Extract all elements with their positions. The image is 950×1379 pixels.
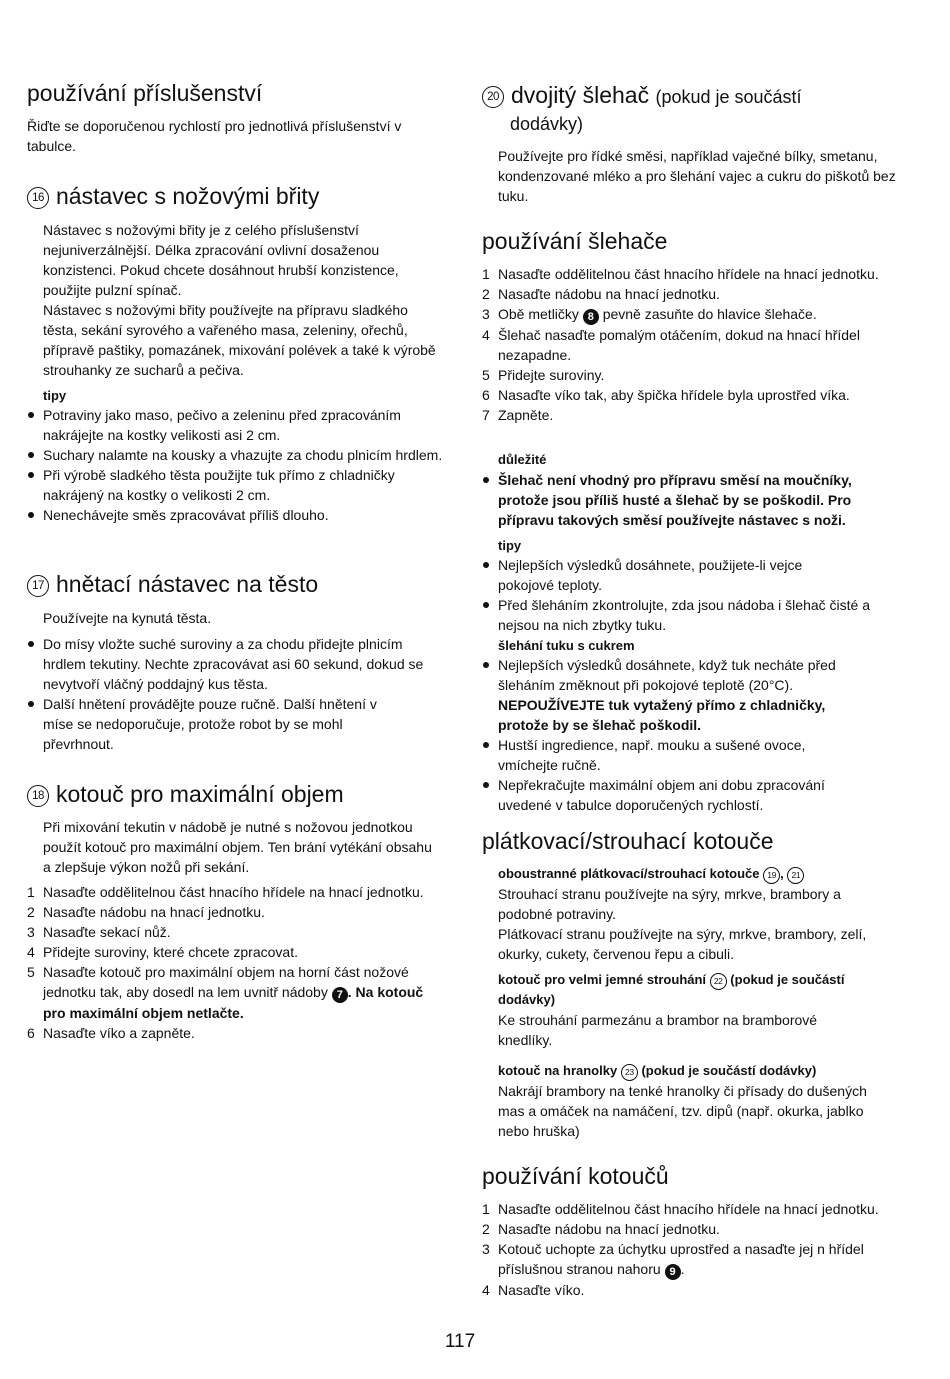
list-item: Do mísy vložte suché suroviny a za chodu přidejte plnicím hrdlem tekutiny. Nechte zpracovávat asi 60 sekund, dokud se nevytvoří vláčný poddajný kus těsta. bbox=[27, 634, 443, 694]
blade-tips-label: tipy bbox=[43, 388, 67, 403]
list-item: Před šleháním zkontrolujte, zda jsou nádoba i šlehač čisté a nejsou na nich zbytky tuku. bbox=[482, 595, 898, 635]
item-number-icon: 18 bbox=[27, 785, 49, 807]
item-number-icon: 16 bbox=[27, 187, 49, 209]
list-item: Nenechávejte směs zpracovávat příliš dlouho. bbox=[27, 505, 443, 525]
part-reference-icon: 22 bbox=[710, 973, 727, 990]
heading-using-whisk: používání šlehače bbox=[482, 228, 668, 254]
list-item: 5 Nasaďte kotouč pro maximální objem na horní část nožové jednotku tak, aby dosedl na lem uvnitř nádoby 7 . Na kotouč pro maximální objem netlačte. bbox=[27, 964, 424, 1021]
list-item: Další hnětení provádějte pouze ručně. Další hnětení v míse se nedoporučuje, protože robot by se mohl převrhnout. bbox=[27, 694, 383, 754]
list-item: 4 Přidejte suroviny, které chcete zpracovat. bbox=[27, 944, 298, 960]
twin-whisk-title-line2: dodávky) bbox=[510, 114, 584, 134]
list-item: 4 Nasaďte víko. bbox=[482, 1282, 585, 1298]
whisk-fat-list bbox=[482, 655, 862, 815]
chipping-disc-block: kotouč na hranolky 23 (pokud je součástí dodávky) Nakrájí brambory na tenké hranolky či přísady do dušených mas a omáček na namáčení, tzv. dipů (např. okurka, jablko nebo hruška) bbox=[498, 1063, 867, 1139]
list-item: 7 Zapněte. bbox=[482, 407, 554, 423]
reversible-disc-block: oboustranné plátkovací/strouhací kotouče 19 , 21 Strouhací stranu používejte na sýry, mrkve, brambory a podobné potraviny. Plátkovací stranu používejte na sýry, mrkve, brambory, zelí, okurky, cukety, červenou řepu a cibuli. bbox=[498, 866, 867, 962]
list-item: Potraviny jako maso, pečivo a zeleninu před zpracováním nakrájejte na kostky velikosti asi 2 cm. bbox=[27, 405, 443, 445]
list-item: 2 Nasaďte nádobu na hnací jednotku. bbox=[482, 286, 720, 302]
list-item: 5 Přidejte suroviny. bbox=[482, 367, 605, 383]
part-reference-icon: 8 bbox=[583, 309, 599, 325]
disc-steps bbox=[482, 1199, 898, 1300]
blade-description: Nástavec s nožovými břity je z celého příslušenství nejuniverzálnější. Délka zpracování ovlivní dosaženou konzistenci. Pokud chcete dosáhnout hrubší konzistence, použijte pulzní spínač. Nástavec s nožovými břity používejte na přípravu sladkého těsta, sekání syrového a vařeného masa, zeleniny, ořechů, přípravě paštiky, pomazánek, mixování polévek a také k výrobě strouhanky ze sucharů a pečiva. bbox=[43, 222, 436, 378]
list-item: 4 Šlehač nasaďte pomalým otáčením, dokud na hnací hřídel nezapadne. bbox=[482, 327, 860, 363]
list-item: Při výrobě sladkého těsta použijte tuk přímo z chladničky nakrájený na kostky o velikosti 2 cm. bbox=[27, 465, 443, 505]
dough-intro: Používejte na kynutá těsta. bbox=[43, 610, 212, 626]
heading-slicing-discs: plátkovací/strouhací kotouče bbox=[482, 828, 774, 854]
list-item: Šlehač není vhodný pro přípravu směsí na moučníky, protože jsou příliš husté a šlehač by se poškodil. Pro přípravu takových směsí používejte nástavec s noži. bbox=[482, 470, 882, 530]
whisk-important-label: důležité bbox=[498, 452, 547, 467]
page-number: 117 bbox=[444, 1331, 476, 1352]
maxi-blade-steps bbox=[27, 882, 443, 1043]
list-item: 2 Nasaďte nádobu na hnací jednotku. bbox=[482, 1221, 720, 1237]
part-reference-icon: 21 bbox=[787, 867, 804, 884]
whisk-steps bbox=[482, 264, 898, 425]
heading-maxi-blade: 18 kotouč pro maximální objem bbox=[27, 779, 344, 809]
list-item: Nejlepších výsledků dosáhnete, když tuk necháte před šleháním změknout při pokojové teplotě (20°C). NEPOUŽÍVEJTE tuk vytažený přímo z chladničky, protože by se šlehač poškodil. bbox=[482, 655, 862, 735]
whisk-tips-label: tipy bbox=[498, 538, 522, 553]
accessories-text: Řiďte se doporučenou rychlostí pro jednotlivá příslušenství v tabulce. bbox=[27, 118, 402, 154]
list-item: 1 Nasaďte oddělitelnou část hnacího hřídele na hnací jednotku. bbox=[27, 884, 424, 900]
list-item: 3 Obě metličky 8 pevně zasuňte do hlavice šlehače. bbox=[482, 306, 817, 323]
twin-whisk-text: Používejte pro řídké směsi, například vaječné bílky, smetanu, kondenzované mléko a pro šlehání vajec a cukru do piškotů bez tuku. bbox=[498, 148, 896, 204]
part-reference-icon: 23 bbox=[621, 1064, 638, 1081]
fine-grating-disc-block: kotouč pro velmi jemné strouhání 22 (pokud je součástí dodávky) Ke strouhání parmezánu a brambor na bramborové knedlíky. bbox=[498, 972, 845, 1048]
list-item: 1 Nasaďte oddělitelnou část hnacího hřídele na hnací jednotku. bbox=[482, 1201, 879, 1217]
heading-dough-tool: 17 hnětací nástavec na těsto bbox=[27, 569, 318, 599]
heading-using-accessories: používání příslušenství bbox=[27, 80, 263, 106]
list-item: 1 Nasaďte oddělitelnou část hnacího hřídele na hnací jednotku. bbox=[482, 266, 879, 282]
dough-list bbox=[27, 634, 443, 754]
list-item: Suchary nalamte na kousky a vhazujte za chodu plnicím hrdlem. bbox=[27, 445, 443, 465]
whisk-fat-label: šlehání tuku s cukrem bbox=[498, 638, 635, 653]
part-reference-icon: 19 bbox=[763, 867, 780, 884]
list-item: Hustší ingredience, např. mouku a sušené ovoce, vmíchejte ručně. bbox=[482, 735, 838, 775]
list-item: 3 Nasaďte sekací nůž. bbox=[27, 924, 171, 940]
blade-tips-list bbox=[27, 405, 443, 525]
heading-using-discs: používání kotoučů bbox=[482, 1163, 669, 1189]
list-item: Nejlepších výsledků dosáhnete, použijete-li vejce pokojové teploty. bbox=[482, 555, 828, 595]
list-item: 2 Nasaďte nádobu na hnací jednotku. bbox=[27, 904, 265, 920]
maxi-blade-intro: Při mixování tekutin v nádobě je nutné s nožovou jednotkou použít kotouč pro maximální objem. Ten brání vytékání obsahu a zlepšuje výkon nožů při sekání. bbox=[43, 819, 432, 875]
whisk-tips-list bbox=[482, 555, 902, 635]
item-number-icon: 20 bbox=[482, 86, 504, 108]
heading-blade-attachment: 16 nástavec s nožovými břity bbox=[27, 181, 319, 211]
list-item: Nepřekračujte maximální objem ani dobu zpracování uvedené v tabulce doporučených rychlostí. bbox=[482, 775, 862, 815]
part-reference-icon: 7 bbox=[332, 987, 348, 1003]
list-item: 6 Nasaďte víko a zapněte. bbox=[27, 1025, 195, 1041]
list-item: 3 Kotouč uchopte za úchytku uprostřed a nasaďte jej n hřídel příslušnou stranou nahoru 9 . bbox=[482, 1241, 864, 1278]
heading-twin-whisk: 20 dvojitý šlehač (pokud je součástí bbox=[482, 80, 802, 112]
list-item: 6 Nasaďte víko tak, aby špička hřídele byla uprostřed víka. bbox=[482, 387, 850, 403]
part-reference-icon: 9 bbox=[665, 1264, 681, 1280]
whisk-important-list bbox=[482, 470, 882, 530]
item-number-icon: 17 bbox=[27, 575, 49, 597]
